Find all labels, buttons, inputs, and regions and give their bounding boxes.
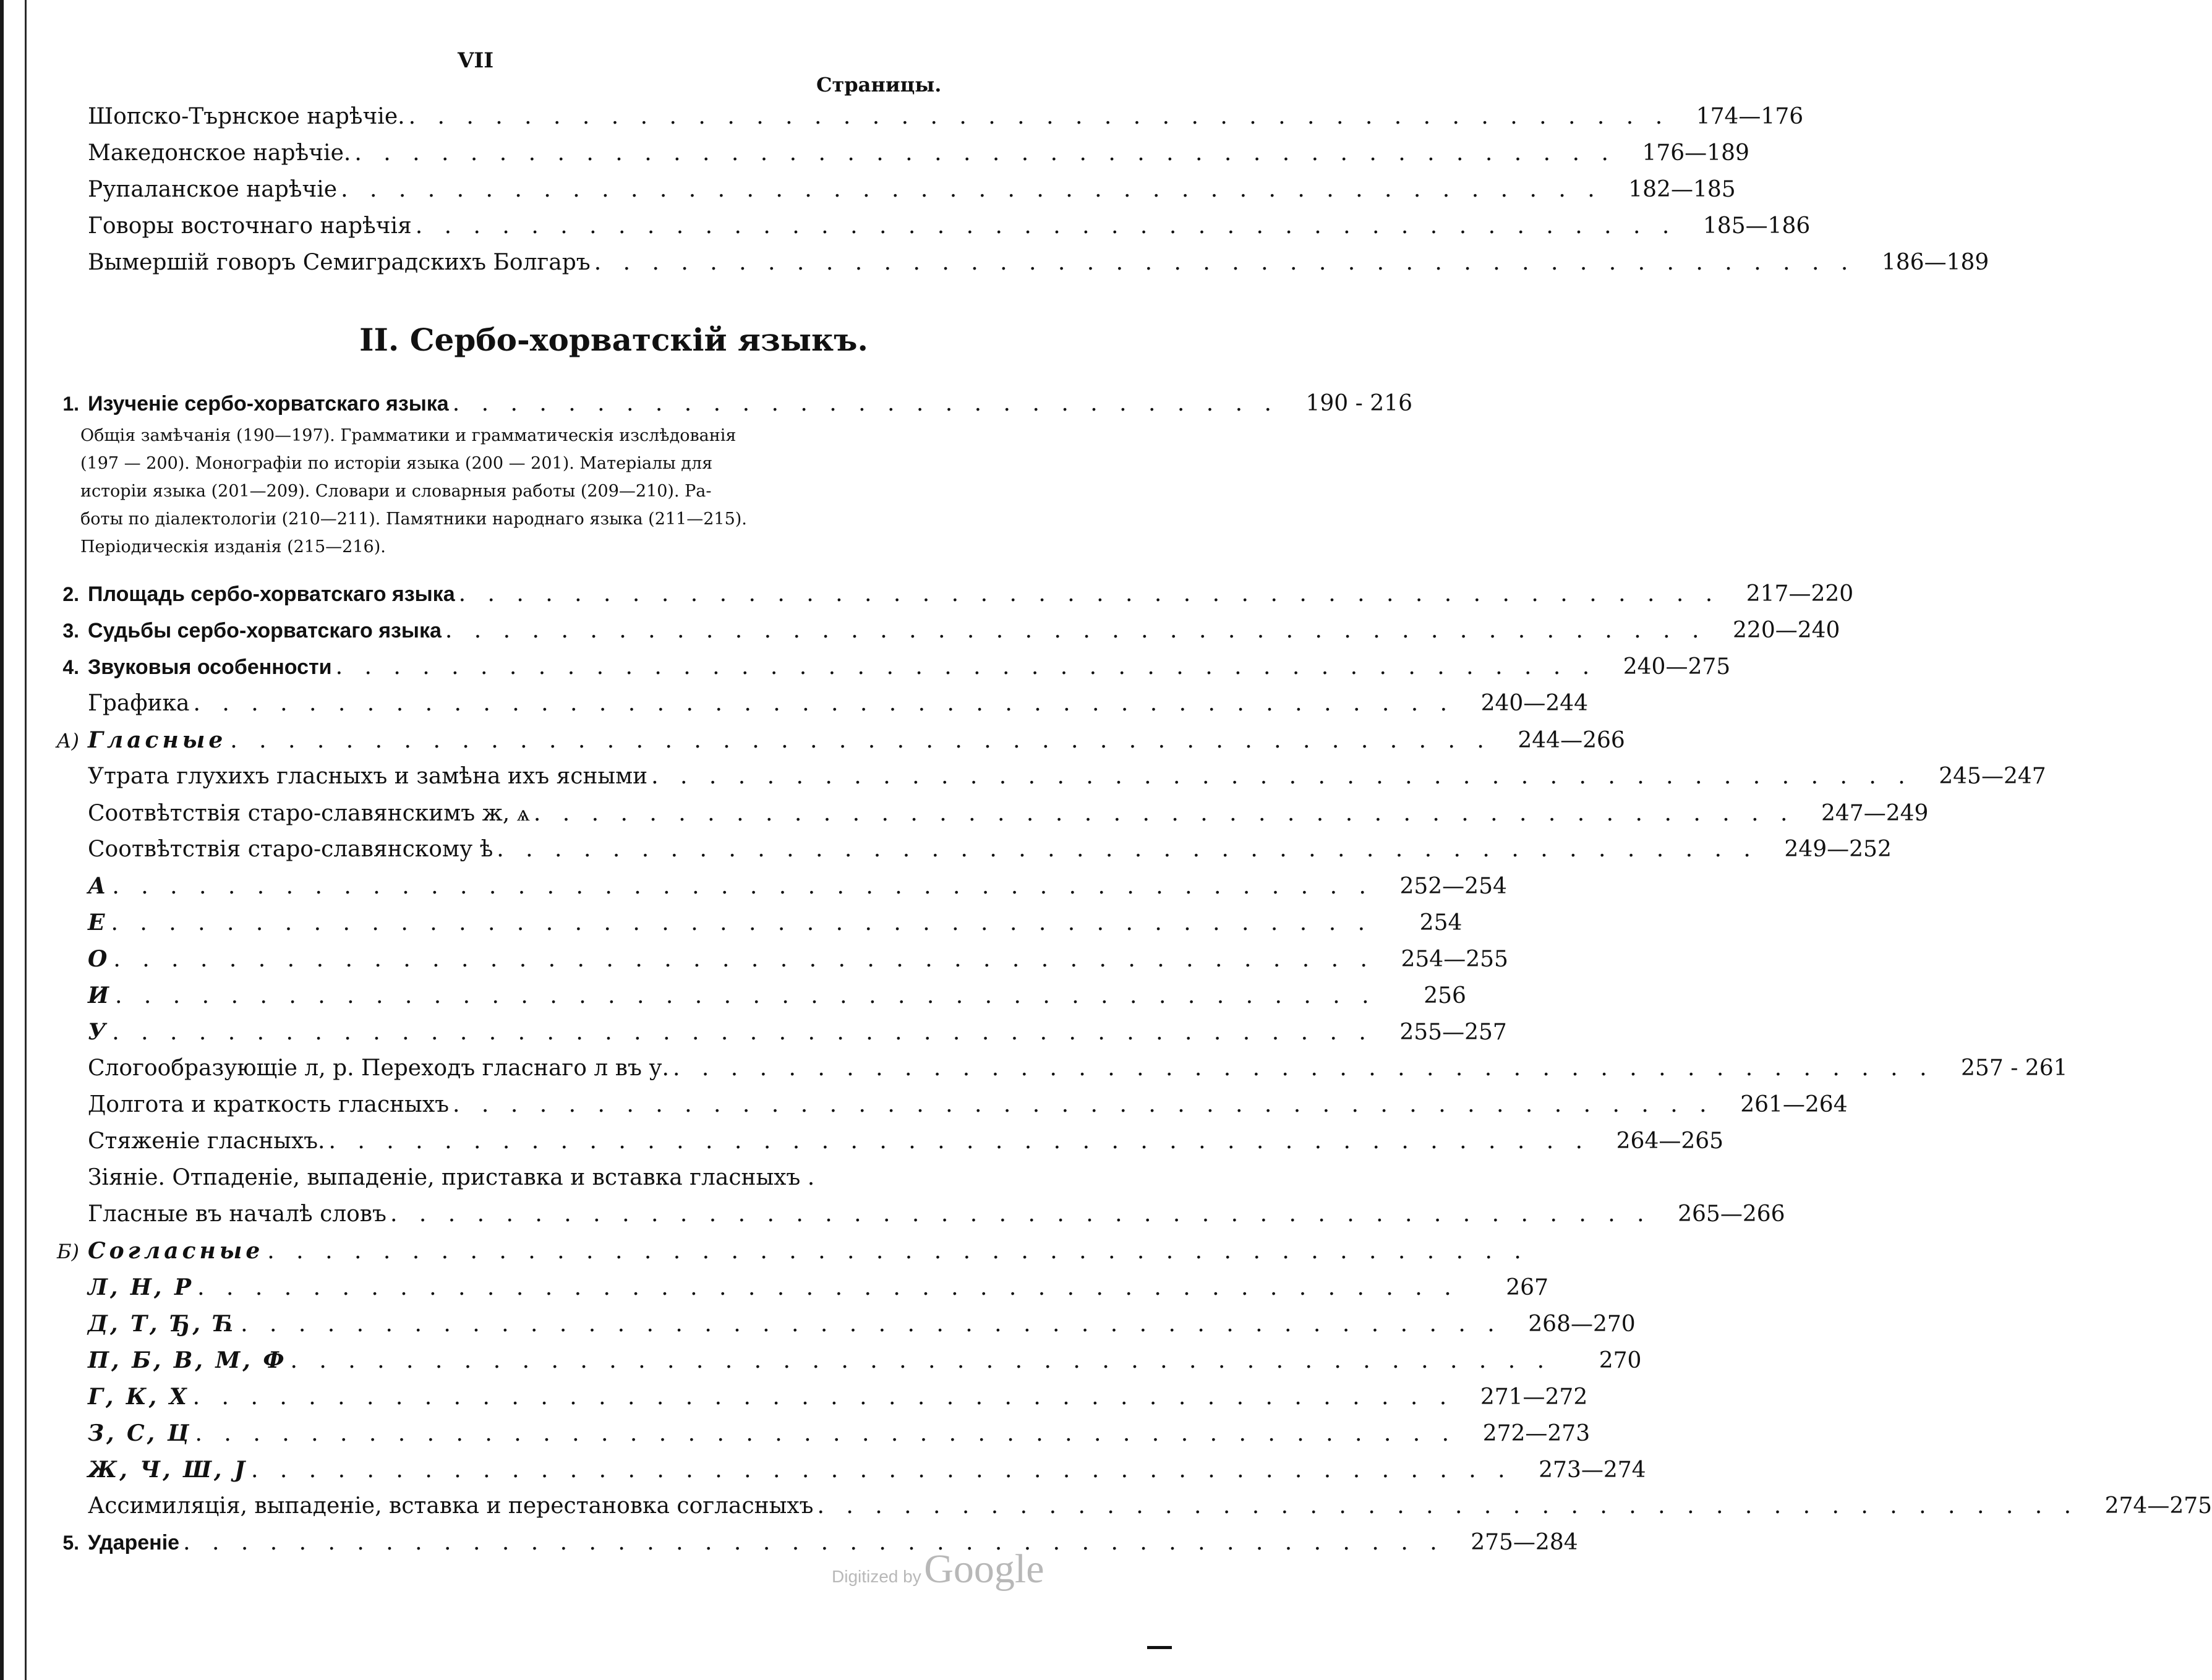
entry-pages: 245—247 [1939, 764, 2046, 789]
subtopic-line: Періодическія изданія (215—216). [80, 537, 386, 556]
toc-entry [37, 1019, 1507, 1049]
toc-entry [37, 910, 1463, 939]
entry-label: Долгота и краткость гласныхъ [88, 1092, 450, 1117]
toc-entry [37, 391, 1412, 420]
entry-pages: 268—270 [1528, 1311, 1636, 1337]
leader-dots: . . . . . . . . . . . . . . . . . . . . . . . . . . . . . . . . . . . . . . . . . . . . [817, 1493, 2079, 1519]
entry-label: О [88, 946, 110, 972]
entry-pages: 275—284 [1471, 1530, 1578, 1555]
leader-dots: . . . . . . . . . . . . . . . . . . . . . . . . . . . . . . . . . . . . . . . . . . . . [230, 728, 1492, 753]
entry-pages: 273—274 [1539, 1457, 1646, 1483]
entry-pages: 264—265 [1616, 1128, 1724, 1154]
entry-number: 1. [62, 393, 79, 415]
google-logo: Google [924, 1546, 1044, 1592]
leader-dots: . . . . . . . . . . . . . . . . . . . . . . . . . . . . . . . . . . . . . . . . . . . . [183, 1530, 1445, 1555]
toc-entry [37, 800, 1929, 830]
leader-dots: . . . . . . . . . . . . . . . . . . . . . . . . . . . . . . . . . . . . . . . . . . . . [193, 691, 1455, 716]
entry-label: Графика [88, 691, 190, 716]
entry-label: Соотвѣтствія старо-славянскому ѣ [88, 837, 493, 862]
entry-label: Гласные въ началѣ словъ [88, 1201, 386, 1227]
toc-entry [37, 104, 1804, 134]
toc-entry [37, 1493, 2212, 1523]
toc-entry [37, 1530, 1578, 1559]
entry-pages: 174—176 [1696, 104, 1804, 129]
entry-label: Гласные [88, 727, 227, 753]
entry-pages: 244—266 [1518, 728, 1625, 753]
leader-dots: . . . . . . . . . . . . . . . . . . . . . . . . . . . . . . . . . . . . . . . . . . . . [497, 837, 1758, 862]
entry-pages: 217—220 [1746, 581, 1854, 607]
entry-pages: 254 [1419, 910, 1463, 936]
entry-pages: 186—189 [1881, 250, 1989, 275]
subtopic-line: исторіи языка (201—209). Словари и словарныя работы (209—210). Ра- [80, 482, 712, 501]
entry-label: Изученіе сербо-хорватскаго языка [88, 392, 449, 416]
leader-dots: . . . . . . . . . . . . . . . . . . . . . . . . . . . . . . . . . . . . . . . . . . . . [195, 1421, 1457, 1446]
toc-entry [37, 1457, 1646, 1486]
leader-dots: . . . . . . . . . . . . . . . . . . . . . . . . . . . . . . . . . . . . . . . . . . . . [354, 140, 1616, 166]
toc-entry [37, 727, 1625, 757]
leader-dots: . . . . . . . . . . . . . . . . . . . . . . . . . . . . . . . . . . . . . . . . . . . . [672, 1055, 1934, 1081]
entry-label: Звуковыя особенности [88, 655, 332, 679]
leader-dots: . . . . . . . . . . . . . . . . . . . . . . . . . . . . . . . . . . . . . . . . . . . . [267, 1239, 1529, 1264]
leader-dots: . . . . . . . . . . . . . . . . . . . . . . . . . . . . . . . . . . . . . . . . . . . . [445, 618, 1707, 643]
page-binding-line [25, 0, 27, 1680]
leader-dots: . . . . . . . . . . . . . . . . . . . . . . . . . . . . . . . . . . . . . . . . . . . . [111, 910, 1373, 936]
leader-dots: . . . . . . . . . . . . . . . . . . . . . . . . . . . . . . . . . . . . . . . . . . . . [594, 250, 1856, 275]
entry-pages: 247—249 [1821, 801, 1929, 826]
toc-entry [37, 983, 1466, 1012]
entry-label: Согласные [88, 1238, 264, 1264]
toc-entry [37, 1347, 1642, 1377]
entry-pages: 182—185 [1628, 177, 1736, 202]
leader-dots: . . . . . . . . . . . . . . . . . . . . . . . . . . . . . . . . . . . . . . . . . . . . [453, 1092, 1714, 1117]
leader-dots: . . . . . . . . . . . . . . . . . . . . . . . . . . . . . . . . . . . . . . . . . . . . [390, 1201, 1652, 1227]
toc-entry [37, 764, 2046, 793]
subtopic-line: боты по діалектологіи (210—211). Памятники народнаго языка (211—215). [80, 510, 747, 529]
toc-entry [37, 618, 1840, 647]
entry-pages: 256 [1424, 983, 1466, 1008]
toc-entry [37, 837, 1892, 866]
toc-entry [37, 691, 1589, 720]
toc-entry [37, 1201, 1785, 1231]
watermark-prefix: Digitized by [832, 1567, 921, 1586]
leader-dots: . . . . . . . . . . . . . . . . . . . . . . . . . . . . . . . . . . . . . . . . . . . . [533, 801, 1795, 826]
entry-number: 2. [62, 583, 79, 605]
digitized-watermark [832, 1546, 1044, 1593]
section-title: II. Сербо-хорватскій языкъ. [359, 322, 868, 358]
entry-label: У [88, 1019, 109, 1045]
leader-dots: . . . . . . . . . . . . . . . . . . . . . . . . . . . . . . . . . . . . . . . . . . . . [328, 1128, 1591, 1154]
toc-entry [37, 250, 1989, 279]
toc-entry [37, 140, 1749, 170]
toc-entry [37, 1128, 1724, 1158]
toc-entry [37, 946, 1508, 976]
leader-dots: . . . . . . . . . . . . . . . . . . . . . . . . . . . . . . . . . . . . . . . . . . . . [335, 654, 1597, 680]
entry-label: Удареніе [88, 1531, 180, 1554]
entry-number: А) [56, 729, 79, 753]
entry-label: Говоры восточнаго нарѣчія [88, 213, 412, 239]
entry-pages: 255—257 [1399, 1020, 1507, 1045]
entry-label: Г, К, Х [88, 1384, 189, 1410]
subtopic-line: (197 — 200). Монографіи по исторіи языка (200 — 201). Матеріалы для [80, 454, 713, 473]
entry-pages: 270 [1599, 1348, 1642, 1373]
entry-label: Площадь сербо-хорватскаго языка [88, 582, 455, 606]
entry-label: П, Б, В, М, Ф [88, 1347, 287, 1373]
entry-label: Утрата глухихъ гласныхъ и замѣна ихъ ясными [88, 764, 648, 789]
entry-label: Вымершій говоръ Семиградскихъ Болгаръ [88, 250, 591, 275]
toc-entry [37, 1055, 2068, 1085]
leader-dots: . . . . . . . . . . . . . . . . . . . . . . . . . . . . . . . . . . . . . . . . . . . . [192, 1384, 1454, 1410]
leader-dots: . . . . . . . . . . . . . . . . . . . . . . . . . . . . . . . . . . . . . . . . . . . . [241, 1311, 1502, 1337]
entry-label: Македонское нарѣчіе. [88, 140, 351, 166]
toc-entry [37, 1092, 1848, 1122]
entry-number: Б) [57, 1240, 79, 1263]
entry-label: Зіяніе. Отпаденіе, выпаденіе, приставка и вставка гласныхъ . [88, 1165, 815, 1190]
entry-label: Е [88, 910, 108, 936]
leader-dots: . . . . . . . . . . . . . . . . . . . . . . . . . . . . . . . . . . . . . . . . . . . . [112, 874, 1373, 899]
toc-entry [37, 1165, 940, 1195]
entry-pages: 176—189 [1642, 140, 1749, 166]
subtopic-line: Общія замѣчанія (190—197). Грамматики и грамматическія изслѣдованія [80, 426, 737, 445]
leader-dots: . . . . . . . . . . . . . . . . . . . . . . . . . . . . . . . . . . . . . . . . . . . . [408, 104, 1670, 129]
entry-pages: 220—240 [1733, 618, 1840, 643]
entry-number: 4. [62, 656, 79, 678]
toc-entry [37, 873, 1507, 903]
entry-label: З, С, Ц [88, 1420, 192, 1446]
page-spine-edge [0, 0, 4, 1680]
toc-entry [37, 177, 1736, 207]
entry-label: Слогообразующіе л, р. Переходъ гласнаго л въ у. [88, 1055, 669, 1081]
entry-pages: 252—254 [1399, 874, 1507, 899]
entry-label: Стяженіе гласныхъ. [88, 1128, 325, 1154]
entry-pages: 185—186 [1702, 213, 1811, 239]
entry-label: Ассимиляція, выпаденіе, вставка и перестановка согласныхъ [88, 1493, 814, 1519]
toc-entry [37, 1274, 1548, 1304]
entry-label: И [88, 983, 112, 1008]
toc-entry [37, 581, 1854, 611]
leader-dots: . . . . . . . . . . . . . . . . . . . . . . . . . . . . . . . . . . . . . . . . . . . . [115, 983, 1377, 1008]
entry-label: А [88, 873, 109, 899]
toc-entry [37, 213, 1811, 243]
entry-subtopics [80, 422, 822, 561]
entry-label: Шопско-Търнское нарѣчіе. [88, 104, 405, 129]
margin-mark [1147, 1646, 1172, 1649]
entry-pages: 265—266 [1678, 1201, 1785, 1227]
pages-column-header: Страницы. [816, 73, 942, 96]
leader-dots: . . . . . . . . . . . . . . . . . . . . . . . . . . . . . . . . . . . . . . . . . . . . [113, 947, 1375, 972]
toc-entry [37, 1420, 1591, 1450]
entry-label: Рупаланское нарѣчіе [88, 177, 338, 202]
toc-entry [37, 1238, 1529, 1268]
entry-number: 5. [62, 1532, 79, 1554]
leader-dots: . . . . . . . . . . . . . . . . . . . . . . . . . . . . . . . . . . . . . . . . . . . . [341, 177, 1602, 202]
entry-pages: 272—273 [1482, 1421, 1591, 1446]
leader-dots: . . . . . . . . . . . . . . . . . . . . . . . . . . . . . . . . . . . . . . . . . . . . [651, 764, 1913, 789]
entry-pages: 254—255 [1401, 947, 1508, 972]
entry-pages: 190 - 216 [1305, 391, 1412, 416]
entry-pages: 261—264 [1740, 1092, 1848, 1117]
entry-pages: 267 [1506, 1275, 1548, 1300]
leader-dots: . . . . . . . . . . . . . . . . . . . . . . . . . . . . . . . . . . . . . . . . . . . . [415, 213, 1677, 239]
entry-label: Ж, Ч, Ш, Ј [88, 1457, 247, 1483]
entry-pages: 240—244 [1480, 691, 1589, 716]
entry-pages: 240—275 [1623, 654, 1731, 680]
leader-dots: . . . . . . . . . . . . . . . . . . . . . . . . . . . . . [452, 391, 1279, 416]
leader-dots: . . . . . . . . . . . . . . . . . . . . . . . . . . . . . . . . . . . . . . . . . . . . [251, 1457, 1513, 1483]
leader-dots: . . . . . . . . . . . . . . . . . . . . . . . . . . . . . . . . . . . . . . . . . . . . [197, 1275, 1459, 1300]
entry-pages: 271—272 [1480, 1384, 1588, 1410]
entry-pages: 249—252 [1784, 837, 1892, 862]
entry-pages: 257 - 261 [1961, 1055, 2068, 1081]
entry-label: Судьбы сербо-хорватскаго языка [88, 619, 442, 642]
leader-dots: . . . . . . . . . . . . . . . . . . . . . . . . . . . . . . . . . . . . . . . . . . . . [458, 581, 1720, 607]
entry-label: Д, Т, Ђ, Ћ [88, 1311, 237, 1337]
toc-entry [37, 654, 1731, 684]
toc-entry [37, 1311, 1636, 1341]
leader-dots: . . . . . . . . . . . . . . . . . . . . . . . . . . . . . . . . . . . . . . . . . . . . [290, 1348, 1552, 1373]
entry-pages: 274—275 [2104, 1493, 2212, 1519]
entry-label: Л, Н, Р [88, 1274, 194, 1300]
toc-entry [37, 1384, 1588, 1414]
leader-dots: . . . . . . . . . . . . . . . . . . . . . . . . . . . . . . . . . . . . . . . . . . . . [112, 1020, 1373, 1045]
page-number: VII [458, 48, 494, 73]
entry-label: Соотвѣтствія старо-славянскимъ ж, ѧ [88, 801, 530, 826]
entry-number: 3. [62, 620, 79, 642]
